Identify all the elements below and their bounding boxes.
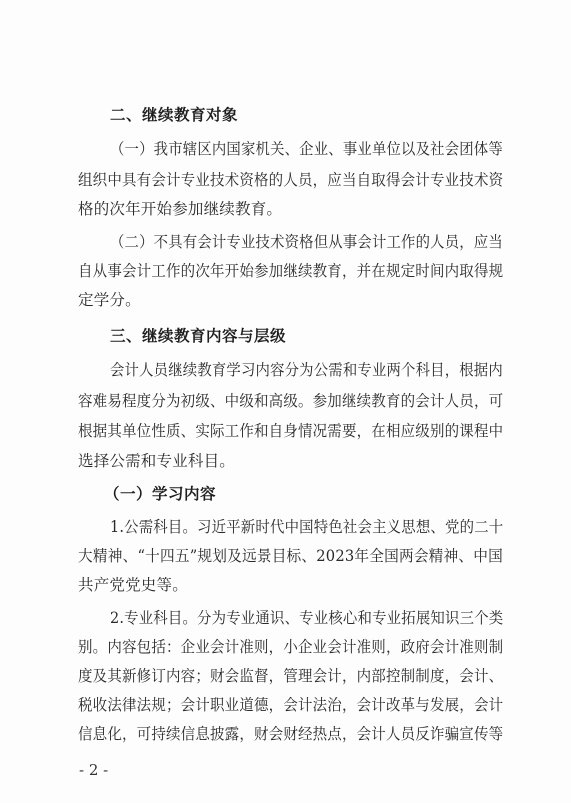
paragraph-line: 容难易程度分为初级、中级和高级。参加继续教育的会计人员，可: [78, 392, 504, 410]
paragraph-line: 2.专业科目。分为专业通识、专业核心和专业拓展知识三个类: [110, 609, 504, 627]
paragraph-line: 选择公需和专业科目。: [78, 452, 236, 470]
subsection-heading-learning-content: （一）学习内容: [104, 484, 217, 503]
paragraph-line: 信息化，可持续信息披露，财会财经热点，会计人员反诈骗宣传等: [78, 725, 504, 743]
paragraph-line: 组织中具有会计专业技术资格的人员，应当自取得会计专业技术资: [78, 171, 504, 189]
paragraph-line: 格的次年开始参加继续教育。: [78, 200, 283, 218]
paragraph-line: 度及其新修订内容；财会监督，管理会计，内部控制制度，会计、: [78, 667, 504, 685]
paragraph-line: 税收法律法规；会计职业道德，会计法治，会计改革与发展，会计: [78, 696, 504, 714]
paragraph-line: 定学分。: [78, 291, 141, 309]
paragraph-line: （一）我市辖区内国家机关、企业、事业单位以及社会团体等: [110, 140, 503, 158]
paragraph-line: 别。内容包括：企业会计准则，小企业会计准则，政府会计准则制: [78, 638, 504, 656]
paragraph-line: 自从事会计工作的次年开始参加继续教育，并在规定时间内取得规: [78, 262, 504, 280]
section-heading-objects: 二、继续教育对象: [110, 106, 239, 124]
paragraph-line: 大精神、“十四五”规划及远景目标、2023年全国两会精神、中国: [78, 547, 503, 565]
paragraph-line: 1.公需科目。习近平新时代中国特色社会主义思想、党的二十: [110, 518, 504, 536]
paragraph-line: 会计人员继续教育学习内容分为公需和专业两个科目，根据内: [110, 361, 503, 379]
paragraph-line: 共产党党史等。: [78, 576, 188, 594]
paragraph-line: 根据其单位性质、实际工作和自身情况需要，在相应级别的课程中: [78, 422, 504, 440]
page-number: - 2 -: [79, 761, 109, 779]
paragraph-line: （二）不具有会计专业技术资格但从事会计工作的人员，应当: [110, 233, 503, 251]
section-heading-content-levels: 三、继续教育内容与层级: [110, 327, 287, 345]
